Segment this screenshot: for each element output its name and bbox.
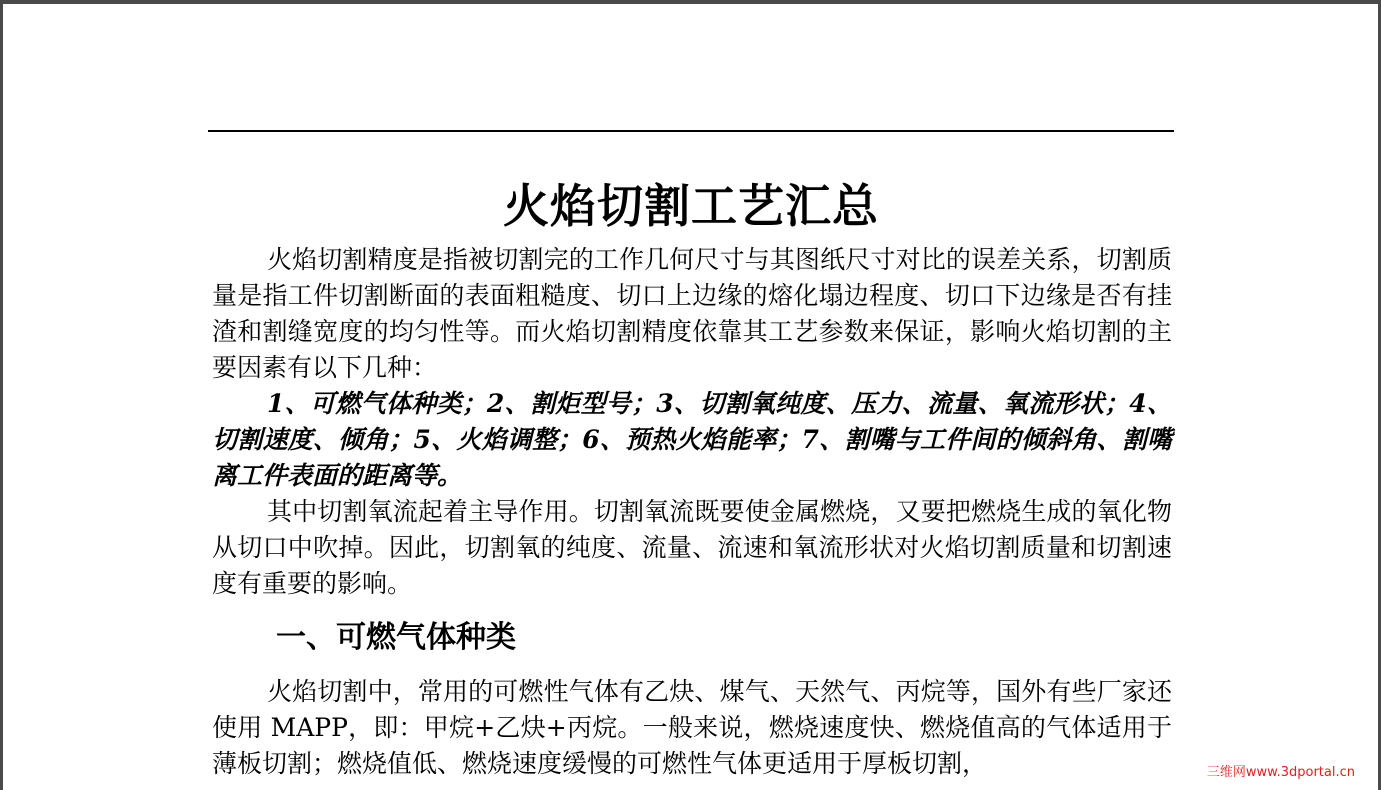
document-page — [208, 0, 1174, 790]
factors-list-paragraph: 1、可燃气体种类；2、割炬型号；3、切割氧纯度、压力、流量、氧流形状；4、切割速度、倾角；5、火焰调整；6、预热火焰能率；7、割嘴与工件间的倾斜角、割嘴离工件表面的距离等。 — [212, 389, 1172, 490]
viewer-frame-left — [0, 0, 3, 790]
document-title: 火焰切割工艺汇总 — [503, 179, 879, 233]
fuel-gas-paragraph: 火焰切割中，常用的可燃性气体有乙炔、煤气、天然气、丙烷等，国外有些厂家还使用 MAPP，即：甲烷+乙炔+丙烷。一般来说，燃烧速度快、燃烧值高的气体适用于薄板切割；燃烧值低、燃烧速度缓慢的可燃性气体更适用于厚板切割， — [212, 677, 1172, 778]
cutting-oxygen-paragraph: 其中切割氧流起着主导作用。切割氧流既要使金属燃烧，又要把燃烧生成的氧化物从切口中吹掉。因此，切割氧的纯度、流量、流速和氧流形状对火焰切割质量和切割速度有重要的影响。 — [212, 497, 1172, 598]
header-rule — [208, 130, 1174, 132]
watermark: 三维网www.3dportal.cn — [1205, 761, 1357, 780]
section-heading: 一、可燃气体种类 — [276, 620, 516, 655]
intro-paragraph: 火焰切割精度是指被切割完的工作几何尺寸与其图纸尺寸对比的误差关系，切割质量是指工件切割断面的表面粗糙度、切口上边缘的熔化塌边程度、切口下边缘是否有挂渣和割缝宽度的均匀性等。而火焰切割精度依靠其工艺参数来保证，影响火焰切割的主要因素有以下几种： — [212, 245, 1172, 382]
